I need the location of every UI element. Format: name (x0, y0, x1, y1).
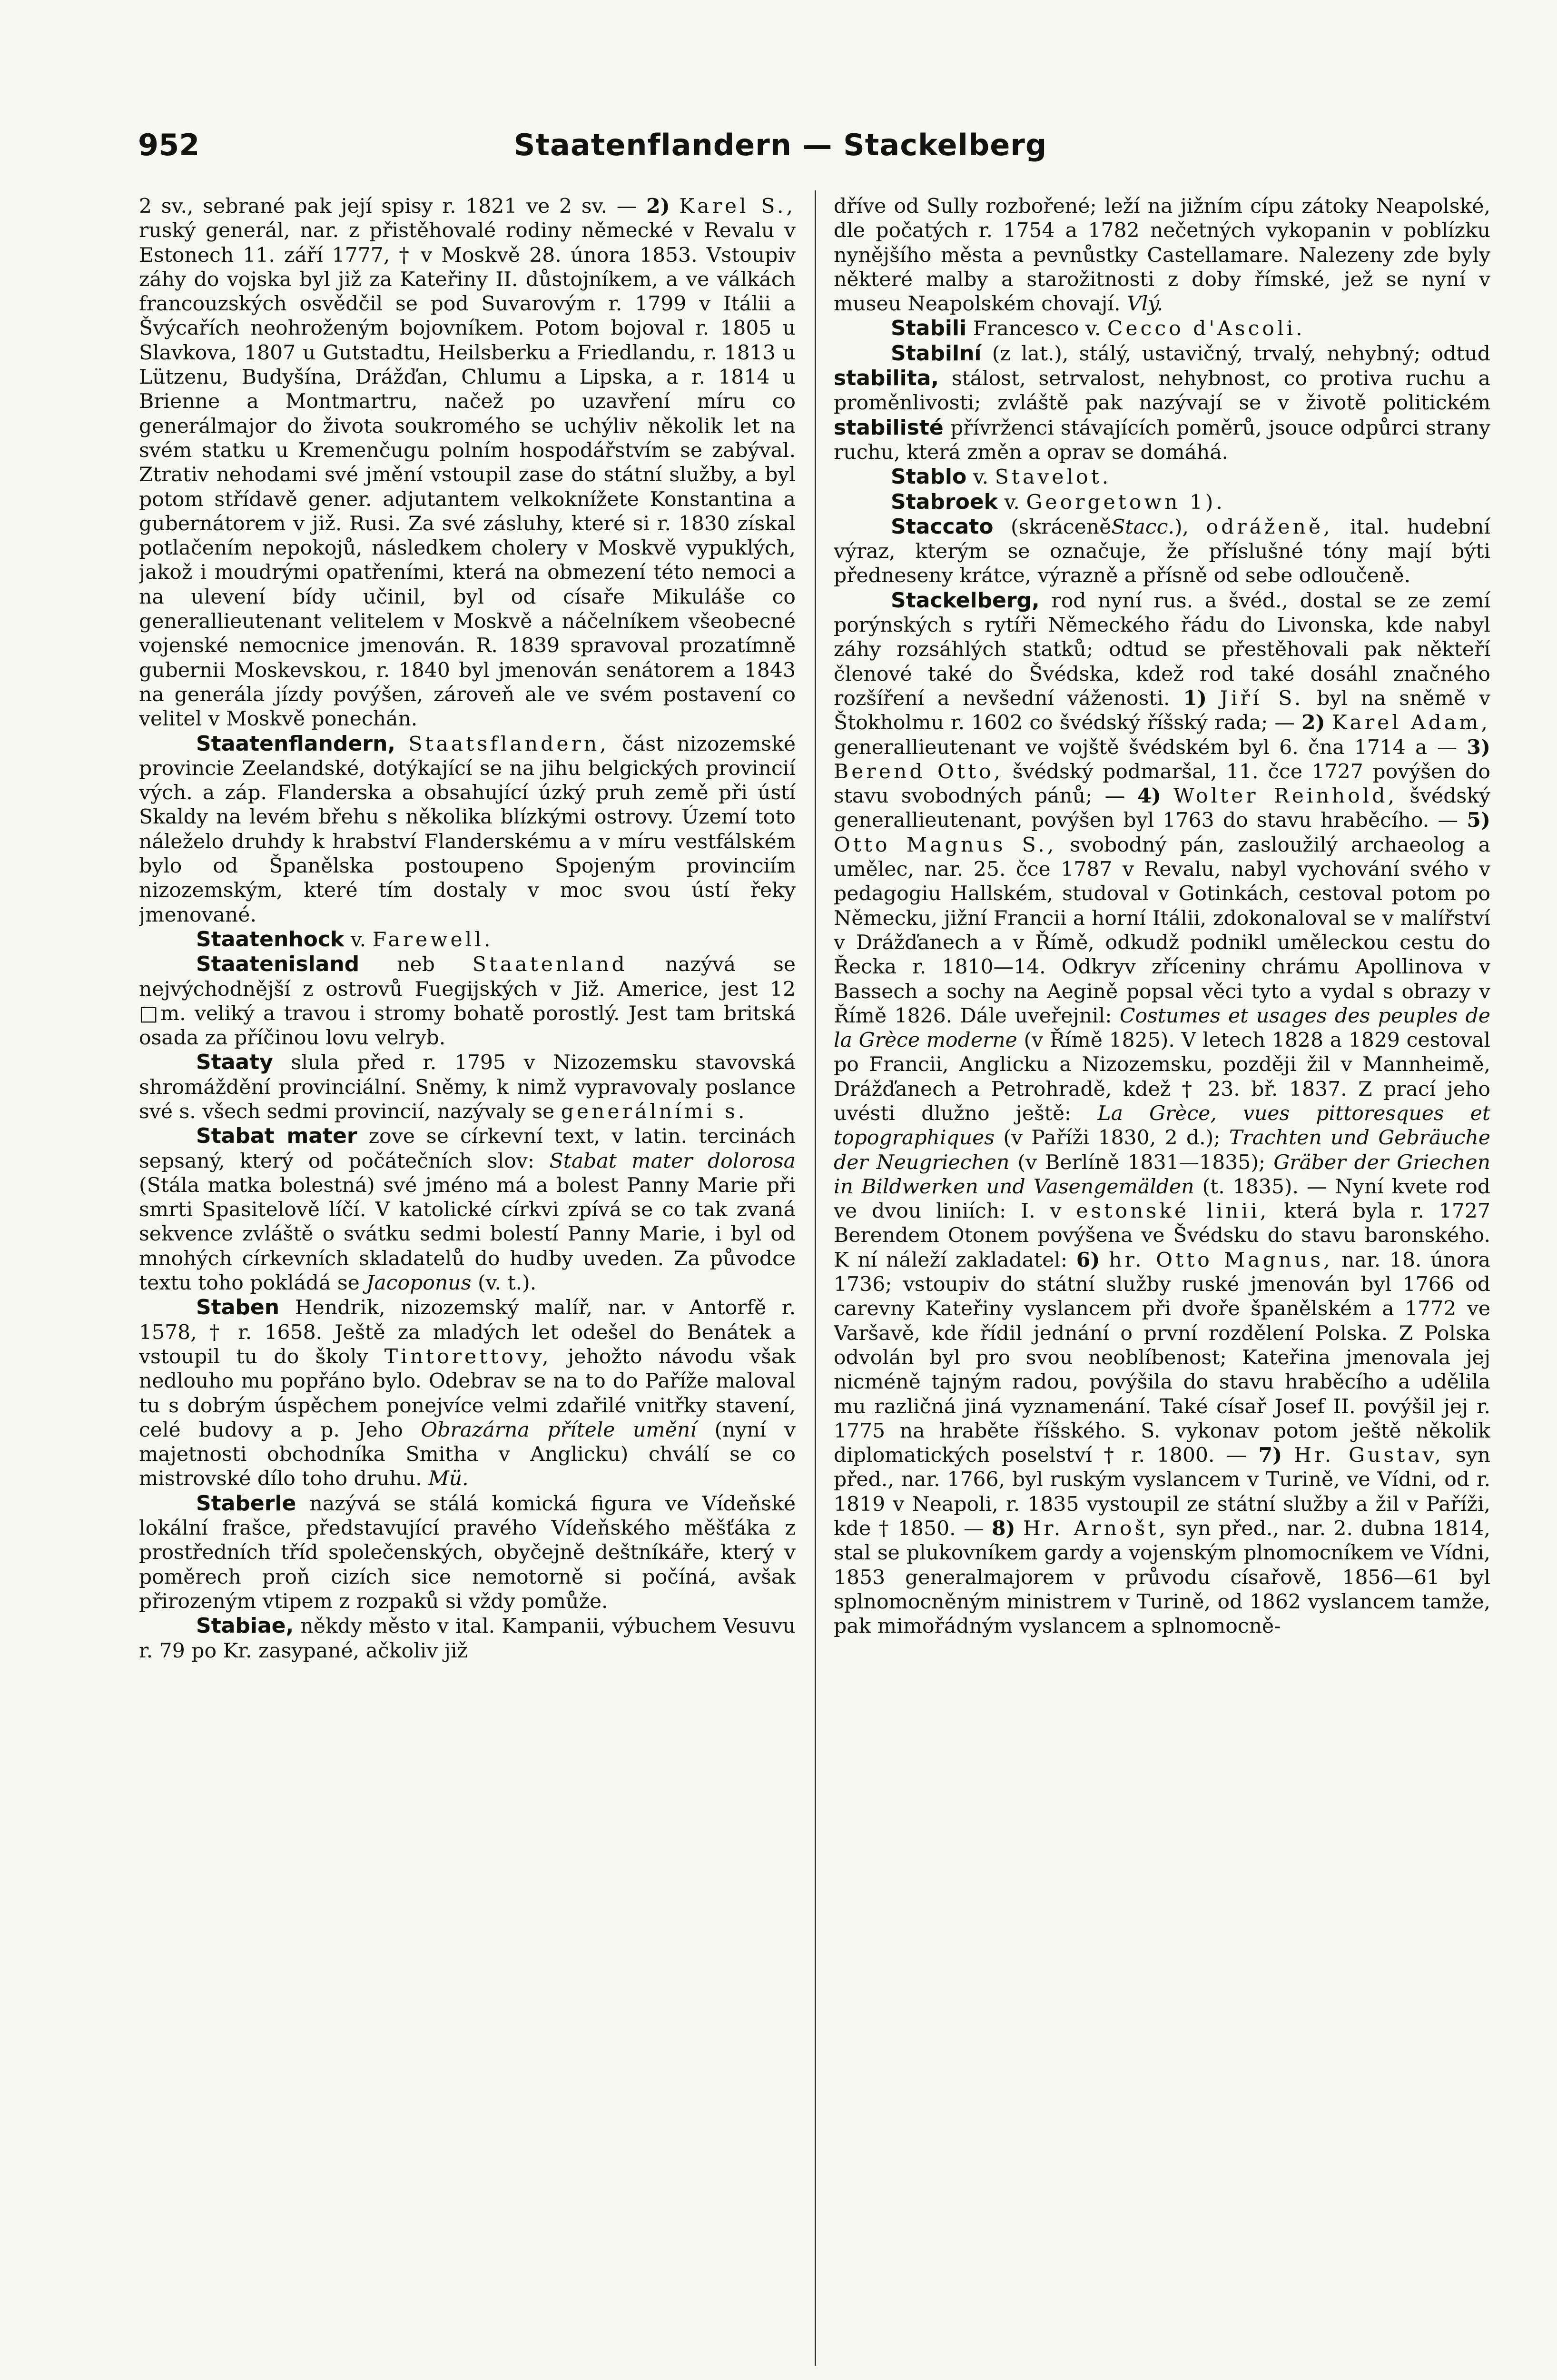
headword: Staberle (196, 1491, 296, 1516)
headword: Stabroek (891, 489, 998, 514)
entry-staatenisland: Staatenisland neb Staatenland nazývá se nejvýchodnější z ostrovů Fuegijských v Již. Americe, jest 12 □m. veliký a travou i stromy bohatě porostlý. Jest tam britská osada za příčinou lovu velryb. (139, 952, 796, 1050)
entry-stabili: Stabili Francesco v. Cecco d'Ascoli. (891, 316, 1305, 341)
headword: Staatenhock (196, 927, 345, 952)
headword: Stablo (891, 465, 967, 489)
author-signature: Mü. (428, 1467, 469, 1491)
headword: Stabilní (891, 341, 982, 366)
headword: Staben (196, 1295, 280, 1320)
entry-stabat-mater: Stabat mater zove se církevní text, v latin. tercinách sepsaný, který od počátečních slov: Stabat mater dolorosa (Stála matka bolestná) své jméno má a bolest Panny Marie při smrti Spasitelově líčí. V katolické církvi zpívá se co tak zvaná sekvence zvláště o svátku sedmi bolestí Panny Marie, i byl od mnohých církevních skladatelů do hudby uveden. Za původce textu toho pokládá se Jacoponus (v. t.). (139, 1124, 796, 1295)
entry-staberle: Staberle nazývá se stálá komická figura ve Vídeňské lokální frašce, představující pravého Vídeňského měšťáka z prostředních tříd společenských, obyčejně deštníkáře, který v poměrech proň cizích sice nemotorně si počíná, avšak přirozeným vtipem z rozpaků si vždy pomůže. (139, 1491, 796, 1613)
column-divider (815, 190, 816, 2366)
headword: Stackelberg, (891, 588, 1040, 613)
cross-reference: Stavelot. (995, 466, 1112, 489)
author-signature: Vlý. (1127, 292, 1163, 316)
entry-continuation: 2 sv., sebrané pak její spisy r. 1821 ve 2 sv. — 2) Karel S., ruský generál, nar. z přistěhovalé rodiny německé v Revalu v Estonech 11. září 1777, † v Moskvě 28. února 1853. Vstoupiv záhy do vojska byl již za Kateřiny II. důstojníkem, a ve válkách francouzských osvědčil se pod Suvarovým r. 1799 v Itálii a Švýcařích neohroženým bojovníkem. Potom bojoval r. 1805 u Slavkova, 1807 u Gutstadtu, Heilsberku a Friedlandu, r. 1813 u Lützenu, Budyšína, Drážďan, Chlumu a Lipska, a r. 1814 u Brienne a Montmartru, načež po uzavření míru co generálmajor do života soukromého se uchýliv několik let na svém statku u Kremenčugu polním hospodářstvím se zabýval. Ztrativ nehodami své jmění vstoupil zase do státní služby, a byl potom střídavě gener. adjutantem velkoknížete Konstantina a gubernátorem v již. Rusi. Za své zásluhy, které si r. 1830 získal potlačením nepokojů, následkem cholery v Moskvě vypuklých, jakož i moudrými opatřeními, která na obmezení této nemoci a na ulevení bídy učinil, byl od císaře Mikuláše co generallieutenant velitelem v Moskvě a náčelníkem všeobecné vojenské nemocnice jmenován. R. 1839 spravoval prozatímně gubernii Moskevskou, r. 1840 byl jmenován senátorem a 1843 na generála jízdy povýšen, zároveň ale ve svém postavení co velitel v Moskvě ponechán. (139, 194, 796, 731)
entry-staccato: Staccato (skráceněStacc.), odráženě, ital. hudební výraz, kterým se označuje, že příslušné tóny mají býti předneseny krátce, výrazně a přísně od sebe odloučeně. (834, 514, 1490, 588)
left-column (139, 194, 796, 2365)
entry-stackelberg: Stackelberg, rod nyní rus. a švéd., dostal se ze zemí porýnských s rytíři Německého řádu do Livonska, kde nabyl záhy rozsáhlých statků; odtud se přestěhovali pak někteří členové také do Švédska, kdež rod také dosáhl značného rozšíření a nevšední váženosti. 1) Jiří S. byl na sněmě v Štokholmu r. 1602 co švédský říšský rada; — 2) Karel Adam, generallieutenant ve vojště švédském byl 6. čna 1714 a — 3) Berend Otto, švédský podmaršal, 11. čce 1727 povýšen do stavu svobodných pánů; — 4) Wolter Reinhold, švédský generallieutenant, povýšen byl 1763 do stavu hraběcího. — 5) Otto Magnus S., svobodný pán, zasloužilý archaeolog a umělec, nar. 25. čce 1787 v Revalu, nabyl vychování svého v pedagogiu Hallském, studoval v Gotinkách, cestoval potom po Německu, jižní Francii a horní Itálii, zdokonaloval se v malířství v Drážďanech a v Římě, odkudž podnikl uměleckou cestu do Řecka r. 1810—14. Odkryv zříceniny chrámu Apollinova v Bassech a sochy na Aegině popsal věci tyto a vydal s obrazy v Římě 1826. Dále uveřejnil: Costumes et usages des peuples de la Grèce moderne (v Římě 1825). V letech 1828 a 1829 cestoval po Francii, Anglicku a Nizozemsku, později žil v Mannheimě, Drážďanech a Petrohradě, kdež † 23. bř. 1837. Z prací jeho uvésti dlužno ještě: La Grèce, vues pittoresques et topographiques (v Paříži 1830, 2 d.); Trachten und Gebräuche der Neugriechen (v Berlíně 1831—1835); Gräber der Griechen in Bildwerken und Vasengemälden (t. 1835). — Nyní kvete rod ve dvou liniích: I. v estonské linii, která byla r. 1727 Berendem Otonem povýšena ve Švédsku do stavu baronského. K ní náleží zakladatel: 6) hr. Otto Magnus, nar. 18. února 1736; vstoupiv do státní služby ruské jmenován byl 1766 od carevny Kateřiny vyslancem při dvoře španělském a 1772 ve Varšavě, kde řídil jednání o první rozdělení Polska. Z Polska odvolán byl pro svou neoblíbenost; Kateřina jmenovala jej nicméně tajným radou, povýšila do stavu hraběcího a udělila mu različná jiná vyznamenání. Také císař Josef II. povýšil jej r. 1775 na hraběte říšského. S. vykonav potom ještě několik diplomatických poselství † r. 1800. — 7) Hr. Gustav, syn před., nar. 1766, byl ruským vyslancem v Turině, ve Vídni, od r. 1819 v Neapoli, r. 1835 vystoupil ze státní služby a žil v Paříži, kde † 1850. — 8) Hr. Arnošt, syn před., nar. 2. dubna 1814, stal se plukovníkem gardy a vojenským plnomocníkem ve Vídni, 1853 generalmajorem v průvodu císařově, 1856—61 byl splnomocněným ministrem v Turině, od 1862 vyslancem tamže, pak mimořádným vyslancem a splnomocně- (834, 588, 1490, 1638)
headword: Staatenflandern, (196, 731, 396, 756)
headword: Stabiae, (196, 1614, 294, 1638)
headword: Staccato (891, 514, 994, 539)
right-column (834, 194, 1490, 2365)
cross-reference: Georgetown 1). (1026, 490, 1225, 514)
entry-stabiae: Stabiae, někdy město v ital. Kampanii, výbuchem Vesuvu r. 79 po Kr. zasypané, ačkoliv již (139, 1614, 796, 1663)
cross-reference: Farewell. (372, 928, 493, 952)
headword: Stabili (891, 316, 967, 341)
entry-stabilni: Stabilní (z lat.), stálý, ustavičný, trvalý, nehybný; odtud stabilita, stálost, setrvalost, nehybnost, co protiva ruchu a proměnlivosti; zvláště pak nazývají se v životě politickém stabilisté přívrženci stávajících poměrů, jsouce odpůrci strany ruchu, která změn a oprav se domáhá. (834, 341, 1490, 464)
entry-stabroek: Stabroek v. Georgetown 1). (891, 489, 1225, 514)
entry-staaty: Staaty slula před r. 1795 v Nizozemsku stavovská shromáždění provinciální. Sněmy, k nimž vypravovaly poslance své s. všech sedmi provincií, nazývaly se generálními s. (139, 1050, 796, 1123)
page-number: 952 (138, 128, 200, 162)
entry-staatenhock: Staatenhock v. Farewell. (196, 927, 493, 952)
entry-staben: Staben Hendrik, nizozemský malíř, nar. v Antorfě r. 1578, † r. 1658. Ještě za mladých let odešel do Benátek a vstoupil tu do školy Tintorettovy, jehožto návodu však nedlouho mu popřáno bylo. Odebrav se na to do Paříže maloval tu s dobrým úspěchem ponejvíce velmi zdařilé vnitřky stavení, celé budovy a p. Jeho Obrazárna přítele umění (nyní v majetnosti obchodníka Smitha v Anglicku) chválí se co mistrovské dílo toho druhu. Mü. (139, 1295, 796, 1491)
entry-staatenflandern: Staatenflandern, Staatsflandern, část nizozemské provincie Zeelandské, dotýkající se na jihu belgických provincií vých. a záp. Flanderska a obsahující úzký pruh země při ústí Skaldy na levém břehu s několika blízkými ostrovy. Území toto náleželo druhdy k hrabství Flanderskému a v míru vestfálském bylo od Španělska postoupeno Spojeným provinciím nizozemským, které tím dostaly v moc svou ústí řeky jmenované. (139, 731, 796, 927)
cross-reference: Cecco d'Ascoli. (1107, 317, 1305, 341)
headword: Stabat mater (196, 1124, 357, 1149)
entry-stablo: Stablo v. Stavelot. (891, 465, 1112, 489)
page-header (138, 128, 1423, 180)
headword: Staatenisland (196, 952, 360, 977)
entry-continuation: dříve od Sully rozbořené; leží na jižním cípu zátoky Neapolské, dle počatých r. 1754 a 1782 nečetných vykopanin v poblízku nynějšího města a pevnůstky Castellamare. Nalezeny zde byly některé malby a starožitnosti z doby římské, jež se nyní v museu Neapolském chovají. Vlý. (834, 195, 1490, 316)
running-head: Staatenflandern — Stackelberg (513, 128, 1047, 162)
headword: Staaty (196, 1050, 273, 1075)
